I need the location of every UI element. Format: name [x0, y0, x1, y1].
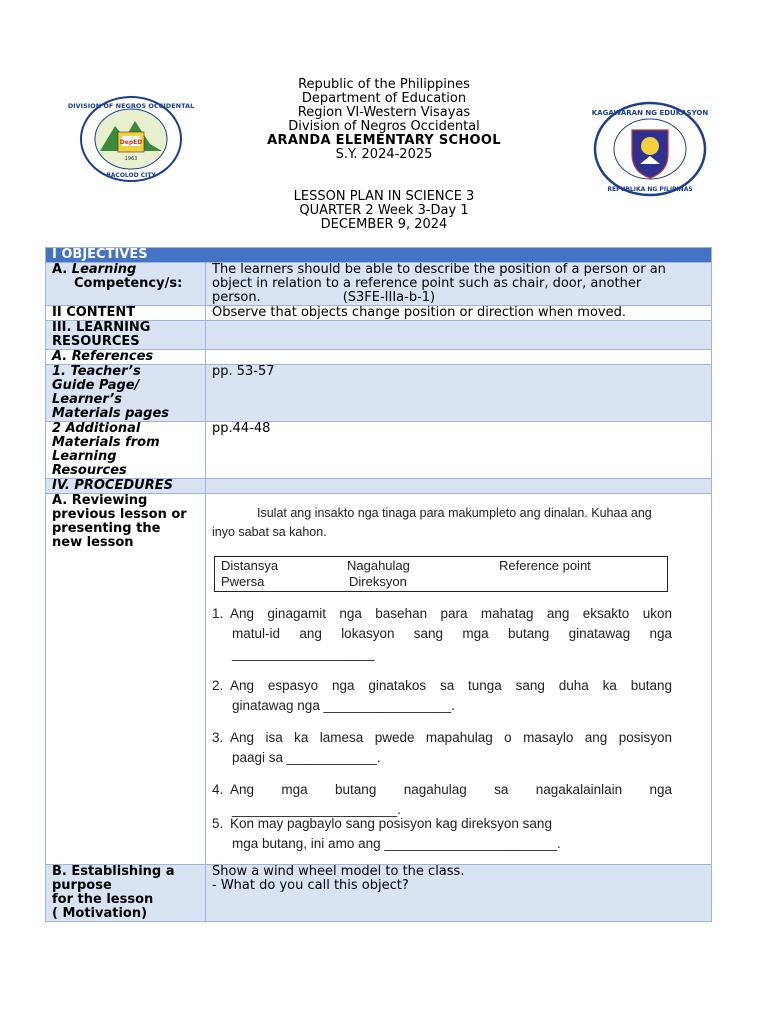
worksheet-instruction: Isulat ang insakto nga tinaga para makumpleto ang dinalan. Kuhaa ang inyo sabat sa kahon.	[212, 506, 652, 539]
lesson-title: LESSON PLAN IN SCIENCE 3	[293, 189, 475, 204]
worksheet-cell	[206, 494, 712, 865]
establishing-purpose-label: B. Establishing a purpose for the lesson ( Motivation)	[46, 865, 206, 922]
question-4: 4. Ang mga butang nagahulag sa nagakalainlain nga ______________________.	[212, 782, 672, 817]
lesson-plan-table	[45, 247, 712, 922]
svg-text:DepED: DepED	[119, 139, 143, 146]
question-3: 3. Ang isa ka lamesa pwede mapahulag o masaylo ang posisyon paagi sa ____________.	[212, 730, 672, 765]
svg-text:1963: 1963	[124, 156, 138, 162]
lesson-title-block	[0, 190, 768, 232]
establishing-purpose-row	[46, 865, 712, 922]
question-1: 1. Ang ginagamit nga basehan para mahatag ang eksakto ukon matul-id ang lokasyon sang mga butang ginatawag nga ___________________	[212, 606, 672, 661]
question-2: 2. Ang espasyo nga ginatakos sa tunga sang duha ka butang ginatawag nga _________________.	[212, 678, 672, 713]
word-item: Reference point	[499, 558, 591, 573]
establishing-purpose-value: Show a wind wheel model to the class. - What do you call this object?	[206, 865, 712, 922]
question-5: 5. Kon may pagbaylo sang posisyon kag direksyon sang mga butang, ini amo ang _______________________.	[212, 816, 561, 851]
objectives-section-row	[46, 248, 712, 263]
school-name: ARANDA ELEMENTARY SCHOOL	[267, 133, 501, 148]
learning-competency-label: A. Learning Competency/s:	[46, 263, 206, 306]
procedures-value	[206, 479, 712, 494]
teachers-guide-row	[46, 365, 712, 422]
reviewing-row	[46, 494, 712, 865]
lesson-date: DECEMBER 9, 2024	[320, 217, 448, 232]
reviewing-label: A. Reviewing previous lesson or presenting the new lesson	[46, 494, 206, 865]
word-item: Nagahulag	[347, 558, 410, 573]
lesson-quarter: QUARTER 2 Week 3-Day 1	[299, 203, 469, 218]
references-label: A. References	[46, 350, 206, 365]
school-year: S.Y. 2024-2025	[335, 147, 433, 162]
additional-materials-row	[46, 422, 712, 479]
svg-text:KAGAWARAN NG EDUKASYON: KAGAWARAN NG EDUKASYON	[591, 109, 709, 117]
learning-competency-value: The learners should be able to describe the position of a person or an object in relation to a reference point such as chair, door, another person. (S3FE-IIIa-b-1)	[206, 263, 712, 306]
word-box	[214, 556, 668, 592]
header-republic: Republic of the Philippines	[298, 77, 470, 92]
content-label: II CONTENT	[46, 306, 206, 321]
procedures-label: IV. PROCEDURES	[46, 479, 206, 494]
additional-materials-value: pp.44-48	[206, 422, 712, 479]
svg-text:BACOLOD CITY: BACOLOD CITY	[106, 172, 156, 179]
header-division: Division of Negros Occidental	[288, 119, 480, 134]
word-item: Distansya	[221, 558, 279, 573]
references-value	[206, 350, 712, 365]
learning-resources-value	[206, 321, 712, 350]
learning-resources-row	[46, 321, 712, 350]
header-region: Region VI-Western Visayas	[297, 105, 471, 120]
word-item: Direksyon	[349, 574, 407, 589]
document-header	[0, 78, 768, 162]
svg-text:REPUBLIKA NG PILIPINAS: REPUBLIKA NG PILIPINAS	[607, 186, 693, 193]
teachers-guide-value: pp. 53-57	[206, 365, 712, 422]
worksheet-image	[206, 494, 711, 864]
learning-competency-row	[46, 263, 712, 306]
learning-resources-label: III. LEARNING RESOURCES	[46, 321, 206, 350]
header-department: Department of Education	[301, 91, 467, 106]
references-row	[46, 350, 712, 365]
objectives-heading: I OBJECTIVES	[46, 248, 712, 263]
word-item: Pwersa	[221, 574, 265, 589]
svg-text:DIVISION OF NEGROS OCCIDENTAL: DIVISION OF NEGROS OCCIDENTAL	[67, 102, 195, 110]
learning-label-italic: Learning	[71, 262, 137, 277]
content-value: Observe that objects change position or direction when moved.	[206, 306, 712, 321]
additional-materials-label: 2 Additional Materials from Learning Resources	[46, 422, 206, 479]
procedures-row	[46, 479, 712, 494]
content-row	[46, 306, 712, 321]
teachers-guide-label: 1. Teacher’s Guide Page/ Learner’s Materials pages	[46, 365, 206, 422]
competency-code: (S3FE-IIIa-b-1)	[342, 290, 436, 305]
